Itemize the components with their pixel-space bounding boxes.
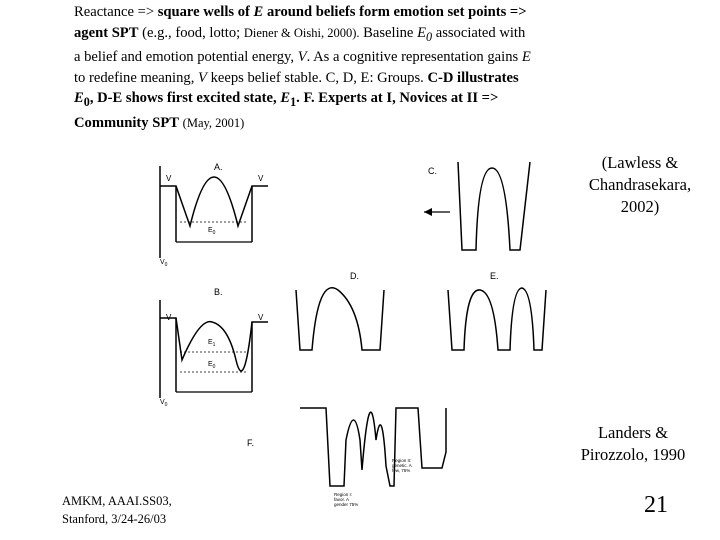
panel-a-label: A.: [214, 162, 223, 172]
panel-a-v0-label: $V_0$: [160, 259, 168, 268]
page-number: 21: [644, 492, 668, 518]
panel-c-well: [458, 162, 530, 250]
panel-b-e1-label: $E_1$: [208, 339, 216, 348]
region-i-label: Region I: favor. A gender 75%: [334, 492, 359, 507]
panel-b-v0-label: $V_0$: [160, 399, 168, 408]
panel-a-e0-label: $E_0$: [208, 227, 216, 236]
text-line-4: to redefine meaning, V keeps belief stable. C, D, E: Groups. C-D illustrates: [74, 69, 519, 86]
text-line-2: agent SPT (e.g., food, lotto; Diener & Oishi, 2000). Baseline $E_0$ associated with: [74, 24, 526, 44]
footer-line1: AMKM, AAAI.SS03,: [62, 494, 172, 508]
panel-b: [160, 287, 268, 408]
panel-f: [247, 408, 446, 507]
text-line-5: $E_0$, D-E shows first excited state, $E_1$. F. Experts at I, Novices at II =>: [74, 90, 499, 110]
panel-a-v-left: V: [166, 174, 172, 183]
panel-a-v-right: V: [258, 174, 264, 183]
panel-b-v-right: V: [258, 313, 264, 322]
text-line-6: Community SPT (May, 2001): [74, 114, 245, 131]
citation-lawless-line2: Chandrasekara,: [588, 175, 692, 194]
panel-b-v-left: V: [166, 313, 172, 322]
panel-c-label: C.: [428, 166, 437, 176]
citation-landers-line2: Pirozzolo, 1990: [580, 445, 686, 464]
panel-d-label: D.: [350, 271, 359, 281]
panel-a: [160, 162, 268, 268]
panel-d: [296, 271, 384, 350]
panel-c: [424, 162, 530, 250]
panel-e: [448, 271, 546, 350]
region-ii-label: Region II: genetic. A few, 75%: [392, 458, 412, 473]
arrow-left-icon: [424, 208, 432, 216]
panel-e-label: E.: [490, 271, 499, 281]
panel-b-label: B.: [214, 287, 223, 297]
panel-d-well: [296, 288, 384, 350]
panel-f-well: [300, 408, 446, 486]
text-line-1: Reactance => square wells of E around beliefs form emotion set points =>: [74, 4, 527, 20]
panel-e-well: [448, 288, 546, 350]
panel-b-e0-label: $E_0$: [208, 361, 216, 370]
citation-lawless-line3: 2002): [620, 197, 660, 216]
citation-landers-line1: Landers &: [597, 423, 669, 442]
panel-f-label: F.: [247, 438, 255, 448]
footer-line2: Stanford, 3/24-26/03: [62, 512, 167, 526]
footer: [62, 492, 172, 528]
citation-lawless-line1: (Lawless &: [601, 153, 679, 172]
text-line-3: a belief and emotion potential energy, V. As a cognitive representation gains E: [74, 49, 531, 66]
